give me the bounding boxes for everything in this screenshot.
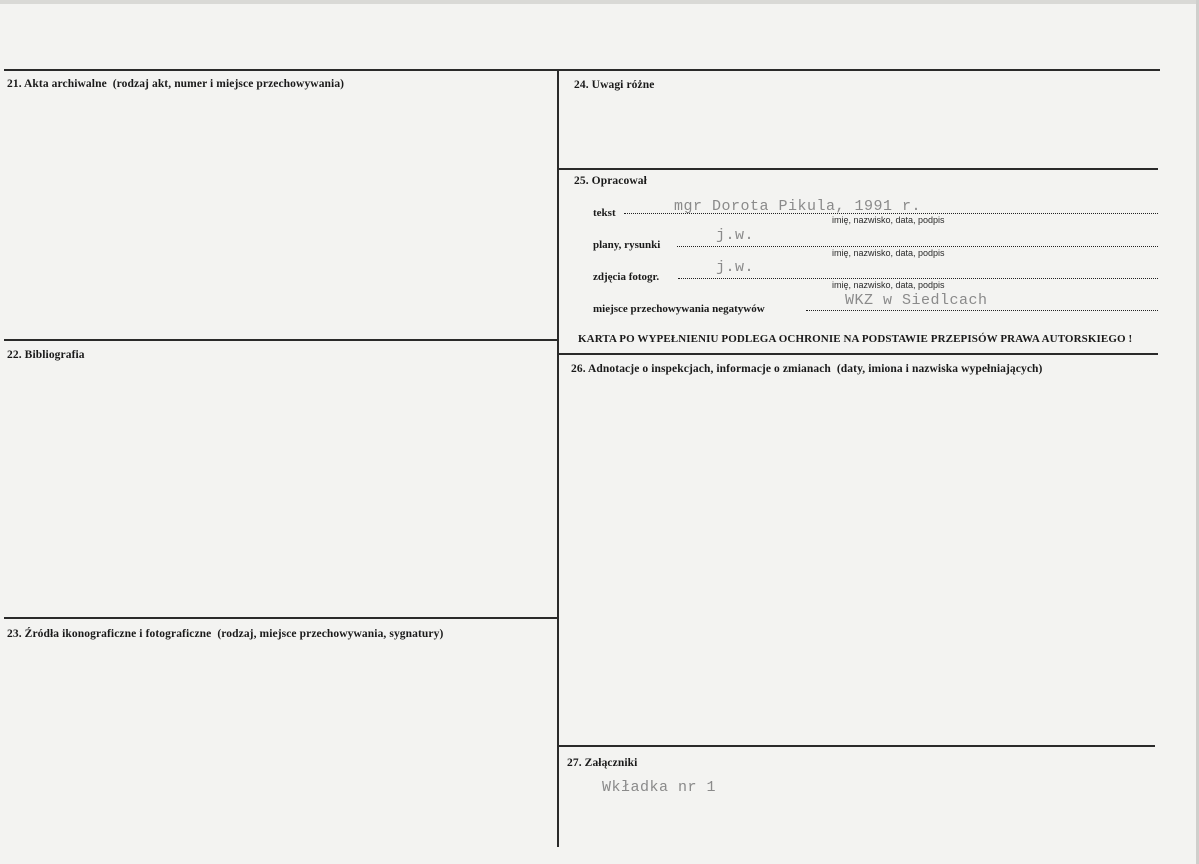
section-25-title: Opracował bbox=[591, 175, 647, 187]
section-27-number: 27. bbox=[567, 757, 582, 769]
section-23-number: 23. bbox=[7, 628, 22, 640]
section-27-heading bbox=[567, 757, 637, 769]
row-tekst-hint: imię, nazwisko, data, podpis bbox=[832, 215, 945, 225]
row-zdjecia-value: j.w. bbox=[716, 259, 755, 276]
section-26-title: Adnotacje o inspekcjach, informacje o zmianach bbox=[588, 363, 831, 375]
row-negatywy-label: miejsce przechowywania negatywów bbox=[593, 303, 765, 315]
section-21-number: 21. bbox=[7, 78, 22, 90]
row-plany-dotted-line bbox=[677, 246, 1158, 247]
section-21-heading bbox=[7, 78, 344, 90]
section-25-heading bbox=[574, 175, 647, 187]
section-24-number: 24. bbox=[574, 79, 589, 91]
top-rule bbox=[4, 69, 1160, 71]
row-tekst-label: tekst bbox=[593, 207, 616, 219]
section-26-heading bbox=[571, 363, 1042, 375]
section-23-title: Źródła ikonograficzne i fotograficzne bbox=[24, 628, 212, 640]
section-26-note: (daty, imiona i nazwiska wypełniających) bbox=[836, 363, 1043, 375]
section-22-heading bbox=[7, 349, 85, 361]
rule-22-23 bbox=[4, 617, 558, 619]
section-26-number: 26. bbox=[571, 363, 586, 375]
row-zdjecia-dotted-line bbox=[678, 278, 1158, 279]
section-27-title: Załączniki bbox=[584, 757, 638, 769]
row-tekst-value: mgr Dorota Pikula, 1991 r. bbox=[674, 198, 922, 215]
section-22-title: Bibliografia bbox=[24, 349, 85, 361]
rule-25-26 bbox=[558, 353, 1158, 355]
section-22-number: 22. bbox=[7, 349, 22, 361]
page-top-edge bbox=[0, 0, 1199, 4]
section-24-title: Uwagi różne bbox=[591, 79, 655, 91]
row-negatywy-value: WKZ w Siedlcach bbox=[845, 292, 988, 309]
row-zdjecia-hint: imię, nazwisko, data, podpis bbox=[832, 280, 945, 290]
section-24-heading bbox=[574, 79, 654, 91]
row-plany-label: plany, rysunki bbox=[593, 239, 661, 251]
row-plany-hint: imię, nazwisko, data, podpis bbox=[832, 248, 945, 258]
rule-26-27 bbox=[558, 745, 1155, 747]
section-21-note: (rodzaj akt, numer i miejsce przechowywania) bbox=[112, 78, 345, 90]
rule-21-22 bbox=[4, 339, 558, 341]
section-23-note: (rodzaj, miejsce przechowywania, sygnatury) bbox=[217, 628, 444, 640]
attachments-value: Wkładka nr 1 bbox=[602, 779, 717, 796]
copyright-warning: KARTA PO WYPEŁNIENIU PODLEGA OCHRONIE NA PODSTAWIE PRZEPISÓW PRAWA AUTORSKIEGO ! bbox=[578, 333, 1133, 345]
section-25-number: 25. bbox=[574, 175, 589, 187]
row-zdjecia-label: zdjęcia fotogr. bbox=[593, 271, 660, 283]
row-plany-value: j.w. bbox=[716, 227, 755, 244]
section-23-heading bbox=[7, 628, 443, 640]
row-negatywy-dotted-line bbox=[806, 310, 1158, 311]
center-divider bbox=[557, 69, 559, 847]
section-21-title: Akta archiwalne bbox=[24, 78, 107, 90]
rule-24-25 bbox=[558, 168, 1158, 170]
